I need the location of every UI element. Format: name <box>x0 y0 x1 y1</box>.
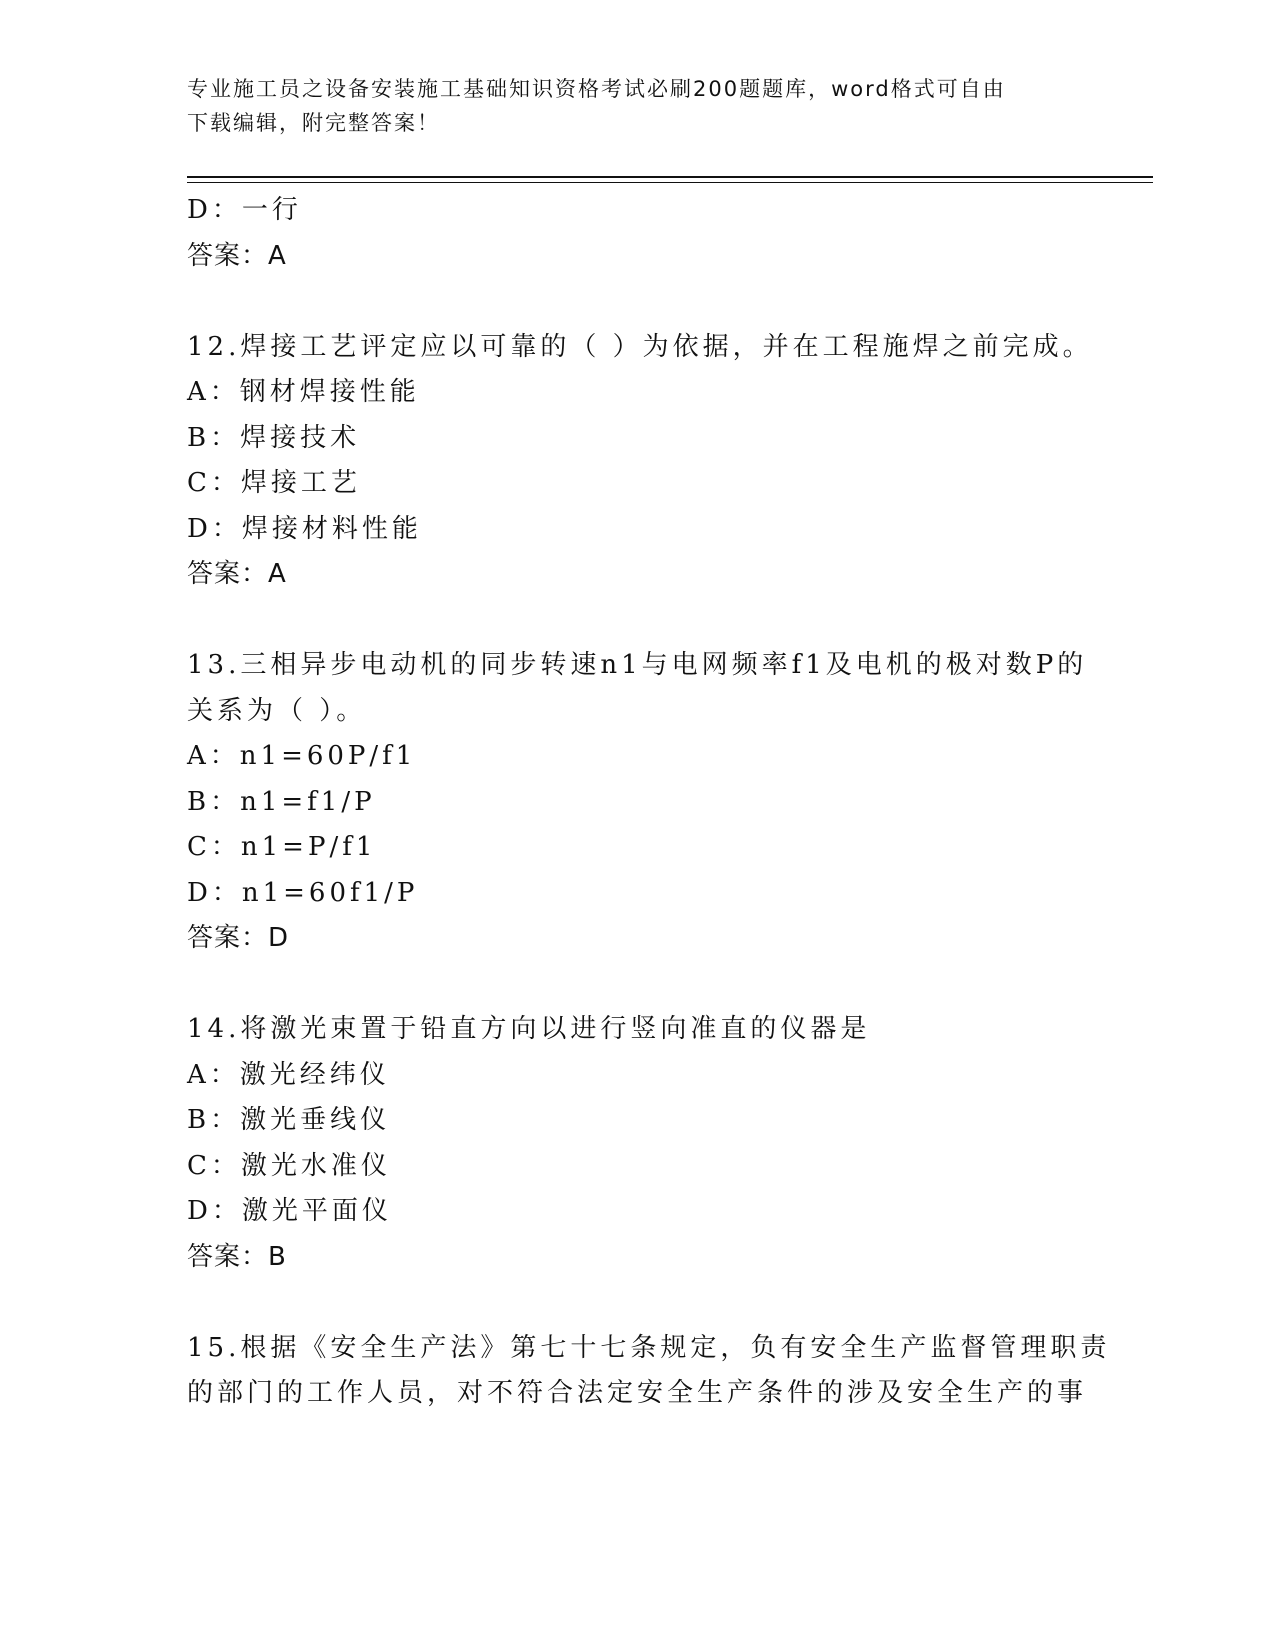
answer: 答案：B <box>187 1241 287 1272</box>
question-stem-cont: 关系为（ ）。 <box>187 695 367 726</box>
question-13 <box>187 643 1088 962</box>
option-c: C：n1=P/f1 <box>187 832 377 862</box>
question-stem: 13.三相异步电动机的同步转速n1与电网频率f1及电机的极对数P的 <box>187 650 1088 680</box>
option-b: B：焊接技术 <box>187 422 361 453</box>
option-c: C：焊接工艺 <box>187 468 361 498</box>
header-rule-thin <box>187 182 1153 183</box>
header-title-line-1: 专业施工员之设备安装施工基础知识资格考试必刷200题题库，word格式可自由 <box>187 77 1006 101</box>
page-header <box>187 72 1067 140</box>
question-stem: 14.将激光束置于铅直方向以进行竖向准直的仪器是 <box>187 1014 871 1044</box>
option-d: D：焊接材料性能 <box>187 513 422 544</box>
option-d: D：n1=60f1/P <box>187 877 419 908</box>
option-a: A：n1=60P/f1 <box>187 741 417 771</box>
question-14 <box>187 1007 1067 1280</box>
answer: 答案：D <box>187 923 290 953</box>
prev-option-d: D：一行 <box>187 195 302 225</box>
question-stem: 15.根据《安全生产法》第七十七条规定，负有安全生产监督管理职责 <box>187 1332 1111 1363</box>
header-rule-thick <box>187 176 1153 178</box>
option-c: C：激光水准仪 <box>187 1150 391 1181</box>
option-a: A：钢材焊接性能 <box>187 377 420 407</box>
question-15 <box>187 1326 1111 1417</box>
option-b: B：激光垂线仪 <box>187 1105 391 1135</box>
answer: 答案：A <box>187 559 287 589</box>
option-d: D：激光平面仪 <box>187 1196 392 1226</box>
header-title-line-2: 下载编辑，附完整答案！ <box>187 111 440 135</box>
prev-answer: 答案：A <box>187 240 287 271</box>
question-stem: 12.焊接工艺评定应以可靠的（ ）为依据，并在工程施焊之前完成。 <box>187 331 1093 362</box>
question-list <box>187 188 1111 1417</box>
option-a: A：激光经纬仪 <box>187 1059 390 1090</box>
question-stem-cont: 的部门的工作人员，对不符合法定安全生产条件的涉及安全生产的事 <box>187 1378 1088 1408</box>
option-b: B：n1=f1/P <box>187 786 376 817</box>
question-12 <box>187 325 1093 598</box>
